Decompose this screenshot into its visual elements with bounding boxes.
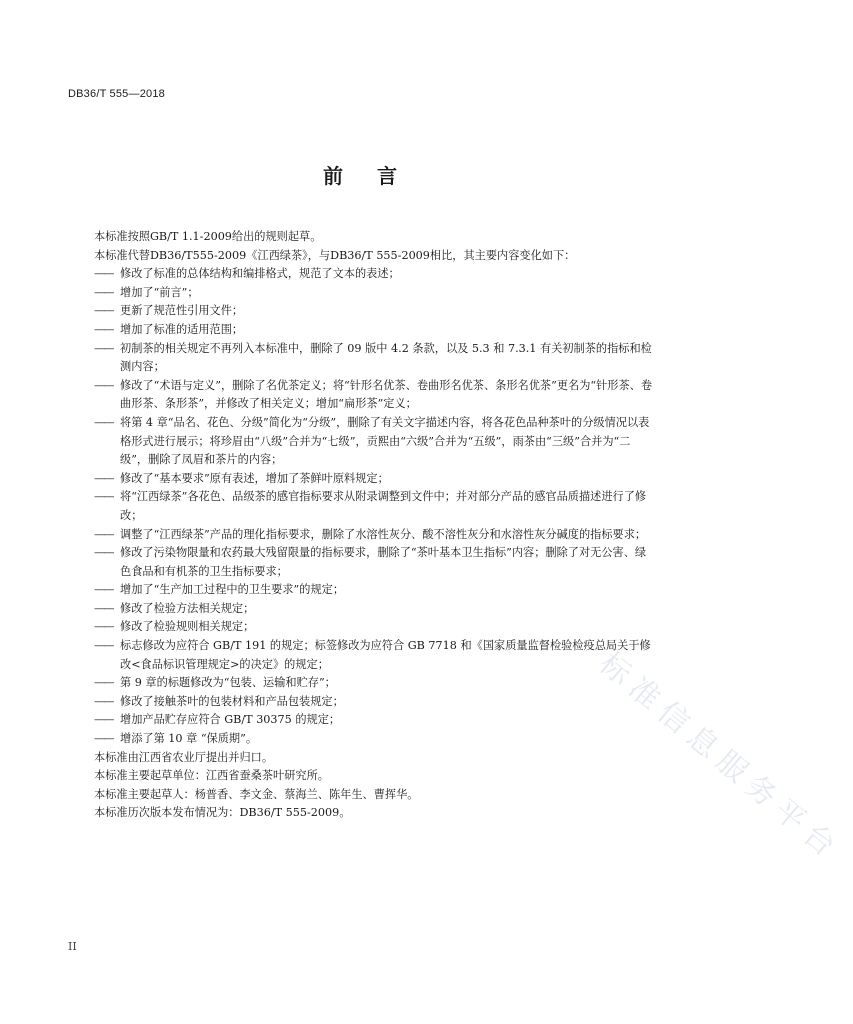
body-paragraph — [94, 228, 654, 247]
dash-marker: —— — [94, 546, 113, 560]
paragraph-text: 本标准历次版本发布情况为：DB36/T 555-2009。 — [94, 806, 351, 820]
change-item — [94, 414, 654, 470]
change-item — [94, 284, 654, 303]
paragraph-text: 第 9 章的标题修改为“包装、运输和贮存”； — [120, 676, 336, 690]
dash-marker: —— — [94, 527, 113, 541]
change-item — [94, 600, 654, 619]
change-item — [94, 674, 654, 693]
dash-marker: —— — [94, 732, 113, 746]
change-item — [94, 340, 654, 377]
change-item — [94, 526, 654, 545]
paragraph-text: 更新了规范性引用文件； — [120, 304, 244, 318]
paragraph-text: 修改了“基本要求”原有表述，增加了茶鲜叶原料规定； — [120, 471, 389, 485]
dash-marker: —— — [94, 415, 113, 429]
paragraph-text: 本标准代替DB36/T555-2009《江西绿茶》，与DB36/T 555-2009相比，其主要内容变化如下： — [94, 248, 576, 262]
change-item — [94, 711, 654, 730]
paragraph-text: 初制茶的相关规定不再列入本标准中，删除了 09 版中 4.2 条款，以及 5.3 和 7.3.1 有关初制茶的指标和检测内容； — [120, 341, 652, 374]
dash-marker: —— — [94, 490, 113, 504]
paragraph-text: 修改了接触茶叶的包装材料和产品包装规定； — [120, 694, 344, 708]
paragraph-text: 标志修改为应符合 GB/T 191 的规定；标签修改为应符合 GB 7718 和《国家质量监督检验检疫总局关于修改<食品标识管理规定>的决定》的规定； — [120, 639, 651, 671]
paragraph-text: 修改了“术语与定义”，删除了名优茶定义；将“针形名优茶、卷曲形名优茶、条形名优茶”更名为“针形茶、卷曲形茶、条形茶”，并修改了相关定义；增加“扁形茶”定义； — [120, 378, 653, 411]
dash-marker: —— — [94, 639, 113, 653]
paragraph-text: 增加了“生产加工过程中的卫生要求”的规定； — [120, 583, 345, 597]
document-code: DB36/T 555—2018 — [68, 88, 165, 100]
change-item — [94, 470, 654, 489]
paragraph-text: 本标准主要起草人：杨普香、李文金、蔡海兰、陈年生、曹挥华。 — [94, 787, 419, 801]
change-item — [94, 265, 654, 284]
dash-marker: —— — [94, 601, 113, 615]
dash-marker: —— — [94, 713, 113, 727]
paragraph-text: 增加了“前言”； — [120, 285, 199, 299]
paragraph-text: 将“江西绿茶”各花色、品级茶的感官指标要求从附录调整到文件中；并对部分产品的感官品质描述进行了修改； — [120, 490, 647, 522]
change-item — [94, 488, 654, 525]
paragraph-text: 本标准主要起草单位：江西省蚕桑茶叶研究所。 — [94, 769, 329, 783]
page-title — [0, 160, 724, 189]
dash-marker: —— — [94, 304, 113, 318]
change-item — [94, 693, 654, 712]
paragraph-text: 增加产品贮存应符合 GB/T 30375 的规定； — [120, 713, 341, 727]
dash-marker: —— — [94, 676, 113, 690]
paragraph-text: 增添了第 10 章 “保质期”。 — [120, 732, 258, 746]
dash-marker: —— — [94, 694, 113, 708]
title-char-2: 言 — [377, 164, 401, 188]
watermark-text: 标准信息服务平台 — [592, 646, 848, 869]
dash-marker: —— — [94, 378, 113, 392]
dash-marker: —— — [94, 267, 113, 281]
change-item — [94, 637, 654, 674]
paragraph-text: 本标准由江西省农业厅提出并归口。 — [94, 750, 274, 764]
paragraph-text: 增加了标准的适用范围； — [120, 322, 244, 336]
dash-marker: —— — [94, 322, 113, 336]
change-item — [94, 618, 654, 637]
change-item — [94, 302, 654, 321]
dash-marker: —— — [94, 620, 113, 634]
paragraph-text: 本标准按照GB/T 1.1-2009给出的规则起草。 — [94, 230, 322, 243]
change-item — [94, 730, 654, 749]
dash-marker: —— — [94, 285, 113, 299]
paragraph-text: 调整了“江西绿茶”产品的理化指标要求，删除了水溶性灰分、酸不溶性灰分和水溶性灰分碱度的指标要求； — [120, 527, 647, 541]
body-paragraph — [94, 749, 654, 768]
page-number: II — [68, 940, 77, 953]
change-item — [94, 544, 654, 581]
dash-marker: —— — [94, 341, 113, 355]
body-paragraph — [94, 247, 654, 266]
change-item — [94, 377, 654, 414]
paragraph-text: 将第 4 章“品名、花色、分级”简化为“分级”，删除了有关文字描述内容，将各花色品种茶叶的分级情况以表格形式进行展示；将珍眉由“八级”合并为“七级”，贡熙由“六级”合并为“五级”，雨茶由“三级”合并为“二级”，删除了凤眉和茶片的内容； — [120, 415, 650, 467]
change-item — [94, 321, 654, 340]
body-paragraph — [94, 804, 654, 823]
dash-marker: —— — [94, 583, 113, 597]
body-paragraph — [94, 786, 654, 805]
foreword-body — [94, 228, 654, 823]
body-paragraph — [94, 767, 654, 786]
paragraph-text: 修改了检验规则相关规定； — [120, 620, 255, 634]
paragraph-text: 修改了检验方法相关规定； — [120, 601, 255, 615]
dash-marker: —— — [94, 471, 113, 485]
title-char-1: 前 — [323, 164, 347, 188]
paragraph-text: 修改了标准的总体结构和编排格式，规范了文本的表述； — [120, 267, 400, 281]
change-item — [94, 581, 654, 600]
paragraph-text: 修改了污染物限量和农药最大残留限量的指标要求，删除了“茶叶基本卫生指标”内容；删除了对无公害、绿色食品和有机茶的卫生指标要求； — [120, 546, 647, 578]
